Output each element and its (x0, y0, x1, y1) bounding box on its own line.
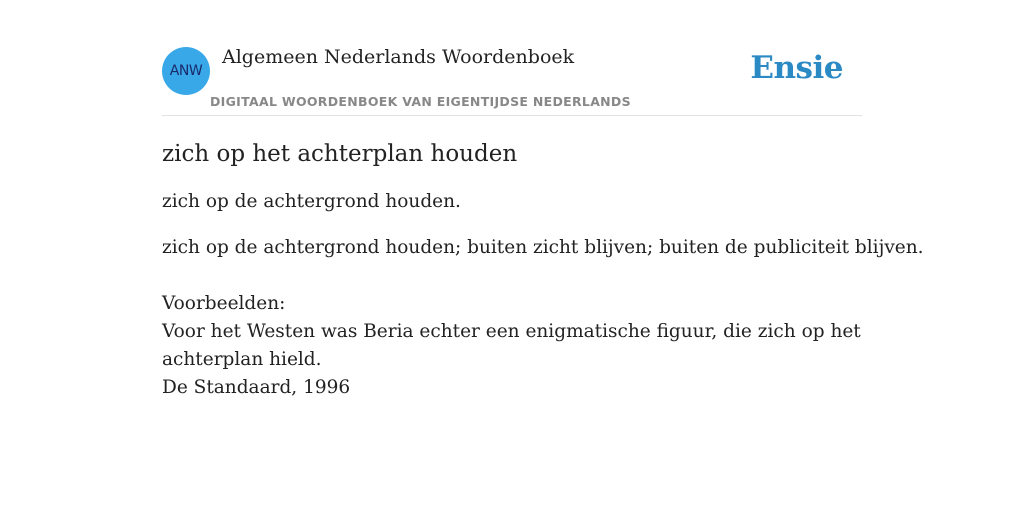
site-title[interactable]: Algemeen Nederlands Woordenboek (222, 46, 575, 68)
site-subtitle: DIGITAAL WOORDENBOEK VAN EIGENTIJDSE NEDERLANDS (210, 94, 631, 109)
entry-meaning: zich op de achtergrond houden; buiten zicht blijven; buiten de publiciteit blijven. (162, 237, 924, 258)
entry-title: zich op het achterplan houden (162, 141, 518, 167)
examples-section (162, 290, 862, 402)
example-sentence: Voor het Westen was Beria echter een enigmatische figuur, die zich op het achterplan hield. (162, 321, 861, 370)
anw-logo[interactable] (162, 47, 210, 95)
entry-content (162, 138, 924, 402)
ensie-brand-logo[interactable]: Ensie (750, 50, 843, 86)
site-header (162, 40, 862, 116)
logo-text: ANW (169, 63, 203, 79)
example-source: De Standaard, 1996 (162, 377, 351, 398)
entry-definition: zich op de achtergrond houden. (162, 191, 461, 212)
examples-label: Voorbeelden: (162, 293, 286, 314)
